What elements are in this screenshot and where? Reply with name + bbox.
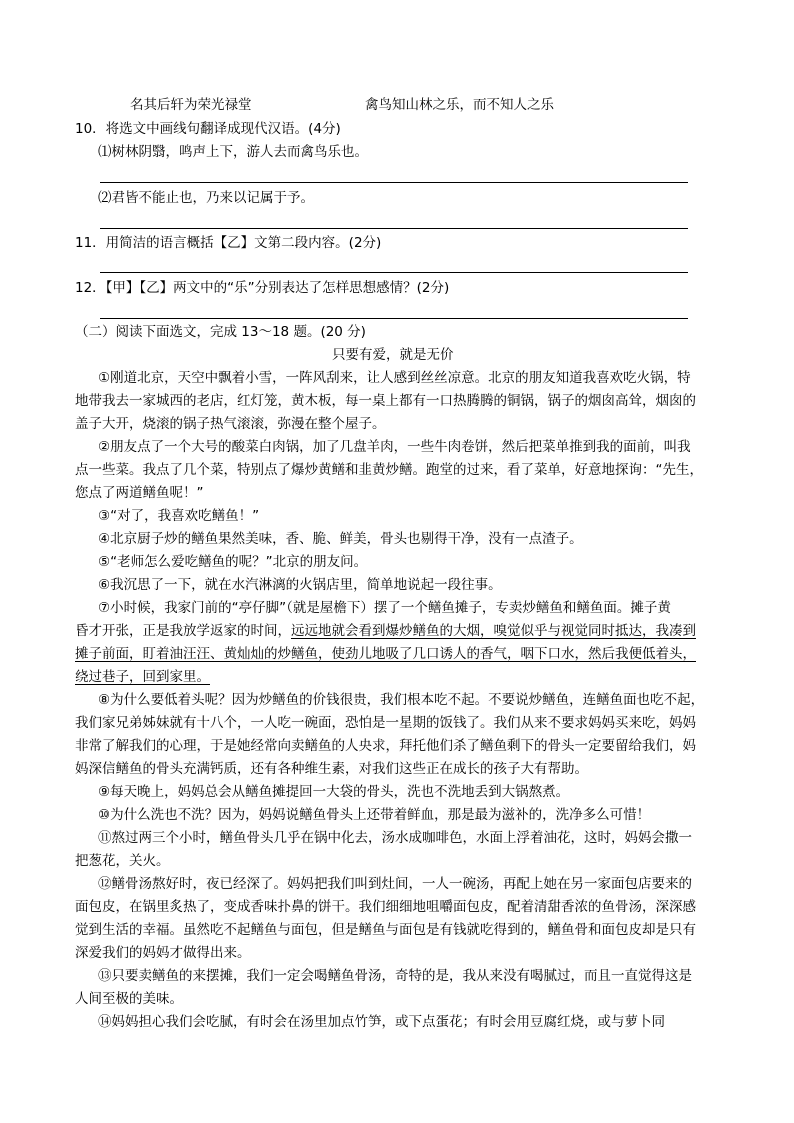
paragraph-2-line-2: 点一些菜。我点了几个菜，特别点了爆炒黄鳝和韭黄炒鳝。跑堂的过来，看了菜单，好意地探询：“先生， xyxy=(75,462,703,478)
paragraph-7-plain-text: 昏才开张，正是我放学返家的时间， xyxy=(75,623,291,639)
paragraph-3: ③“对了，我喜欢吃鳝鱼！” xyxy=(98,508,260,524)
paragraph-2-line-1: ②朋友点了一个大号的酸菜白肉锅，加了几盘羊肉，一些牛肉卷饼，然后把菜单推到我的面前，叫我 xyxy=(98,439,691,455)
paragraph-7-line-2 xyxy=(75,623,696,639)
paragraph-12-line-2: 面包皮，在锅里炙热了，变成香味扑鼻的饼干。我们细细地咀嚼面包皮，配着清甜香浓的鱼骨汤，深深感 xyxy=(75,899,696,915)
paragraph-1-line-2: 地带我去一家城西的老店，红灯笼，黄木板，每一桌上都有一口热腾腾的铜锅，锅子的烟囱高耸，烟囱的 xyxy=(75,393,696,409)
paragraph-8-line-4: 妈深信鳝鱼的骨头充满钙质，还有各种维生素，对我们这些正在成长的孩子大有帮助。 xyxy=(75,761,588,777)
paragraph-12-line-1: ⑫鳝骨汤熬好时，夜已经深了。妈妈把我们叫到灶间，一人一碗汤，再配上她在另一家面包店要来的 xyxy=(98,876,692,892)
paragraph-10: ⑩为什么洗也不洗？因为，妈妈说鳝鱼骨头上还带着鲜血，那是最为滋补的，洗净多么可惜！ xyxy=(98,807,651,823)
paragraph-11-line-2: 把葱花，关火。 xyxy=(75,853,170,869)
paragraph-8-line-1: ⑧为什么要低着头呢？因为炒鳝鱼的价钱很贵，我们根本吃不起。不要说炒鳝鱼，连鳝鱼面也吃不起， xyxy=(98,692,705,708)
paragraph-8-line-2: 我们家兄弟姊妹就有十八个，一人吃一碗面，恐怕是一星期的饭钱了。我们从来不要求妈妈买来吃，妈妈 xyxy=(75,715,696,731)
underlined-sentence-part-1: 远远地就会看到爆炒鳝鱼的大烟，嗅觉似乎与视觉同时抵达，我凑到 xyxy=(291,623,696,639)
paragraph-5: ⑤“老师怎么爱吃鳝鱼的呢？”北京的朋友问。 xyxy=(98,554,368,570)
paragraph-13-line-2: 人间至极的美味。 xyxy=(75,991,183,1007)
top-row-right: 禽鸟知山林之乐，而不知人之乐 xyxy=(365,97,554,113)
paragraph-7-line-1: ⑦小时候，我家门前的“亭仔脚”（就是屋檐下）摆了一个鳝鱼摊子，专卖炒鳝鱼和鳝鱼面。摊子黄 xyxy=(98,600,671,616)
article-title: 只要有爱，就是无价 xyxy=(332,347,454,363)
question-12: 12．【甲】【乙】两文中的“乐”分别表达了怎样思想感情？(2分) xyxy=(75,280,450,296)
paragraph-12-line-4: 深爱我们的妈妈才做得出来。 xyxy=(75,945,251,961)
underlined-sentence-part-3: 绕过巷子，回到家里。 xyxy=(75,669,210,685)
paragraph-1-line-3: 盖子大开，烧滚的锅子热气滚滚，弥漫在整个屋子。 xyxy=(75,416,386,432)
question-10-sentence-1: ⑴树林阴翳，鸣声上下，游人去而禽鸟乐也。 xyxy=(98,144,368,160)
paragraph-8-line-3: 非常了解我们的心理，于是她经常向卖鳝鱼的人央求，拜托他们杀了鳝鱼剩下的骨头一定要留给我们，妈 xyxy=(75,738,696,754)
paragraph-14-line-1: ⑭妈妈担心我们会吃腻，有时会在汤里加点竹笋，或下点蛋花；有时会用豆腐红烧，或与萝卜同 xyxy=(98,1014,665,1030)
underlined-sentence-part-2: 摊子前面，盯着油汪汪、黄灿灿的炒鳝鱼，使劲儿地吸了几口诱人的香气，咽下口水，然后我便低着头， xyxy=(75,646,696,662)
answer-line-12[interactable] xyxy=(100,318,688,319)
paragraph-2-line-3: 您点了两道鳝鱼呢！” xyxy=(75,485,204,501)
paragraph-1-line-1: ①刚道北京，天空中飘着小雪，一阵风刮来，让人感到丝丝凉意。北京的朋友知道我喜欢吃火锅，特 xyxy=(98,370,691,386)
paragraph-9: ⑨每天晚上，妈妈总会从鳝鱼摊提回一大袋的骨头，洗也不洗地丢到大锅熬煮。 xyxy=(98,784,570,800)
answer-line-11[interactable] xyxy=(100,272,688,273)
top-row-left: 名其后轩为荣光禄堂 xyxy=(130,97,252,113)
answer-line-10-2[interactable] xyxy=(100,228,688,229)
paragraph-13-line-1: ⑬只要卖鳝鱼的来摆摊，我们一定会喝鳝鱼骨汤，奇特的是，我从来没有喝腻过，而且一直觉得这是 xyxy=(98,968,692,984)
question-10-sentence-2: ⑵君皆不能止也，乃来以记属于予。 xyxy=(98,190,314,206)
paragraph-4: ④北京厨子炒的鳝鱼果然美味，香、脆、鲜美，骨头也剔得干净，没有一点渣子。 xyxy=(98,531,583,547)
section-2-heading: （二）阅读下面选文，完成 13～18 题。(20 分) xyxy=(75,324,366,340)
paragraph-11-line-1: ⑪熬过两三个小时，鳝鱼骨头几乎在锅中化去，汤水成咖啡色，水面上浮着油花，这时，妈妈会撒一 xyxy=(98,830,692,846)
answer-line-10-1[interactable] xyxy=(100,182,688,183)
paragraph-12-line-3: 觉到生活的幸福。虽然吃不起鳝鱼与面包，但是鳝鱼与面包是有钱就吃得到的，鳝鱼骨和面包皮却是只有 xyxy=(75,922,696,938)
paragraph-6: ⑥我沉思了一下，就在水汽淋漓的火锅店里，简单地说起一段往事。 xyxy=(98,577,502,593)
question-11: 11．用简洁的语言概括【乙】文第二段内容。(2分) xyxy=(75,235,382,251)
question-10: 10．将选文中画线句翻译成现代汉语。(4分) xyxy=(75,121,341,137)
